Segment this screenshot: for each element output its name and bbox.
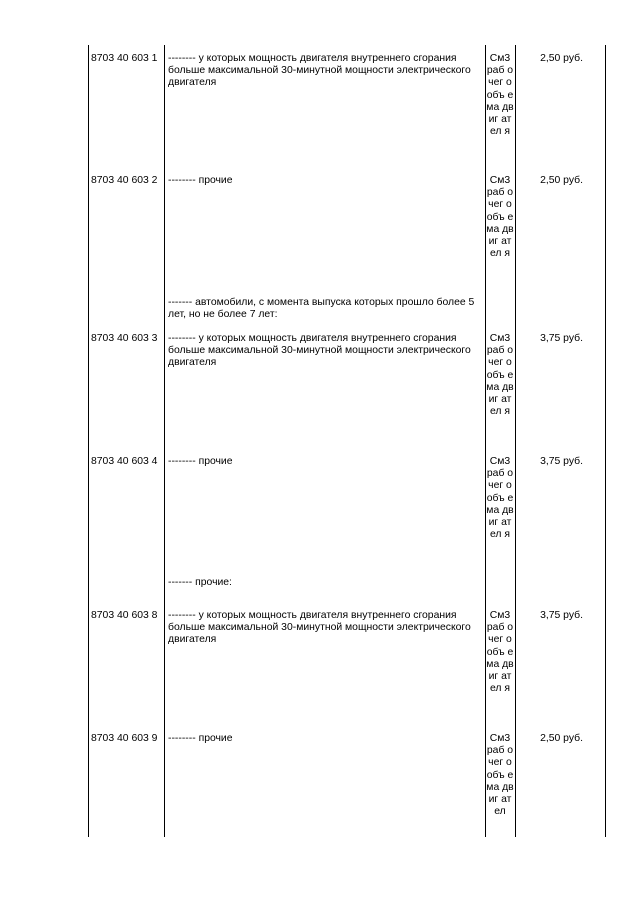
tariff-code: 8703 40 603 4 bbox=[91, 456, 158, 467]
unit-of-measure: См3 раб очег о объ ема двиг ател я bbox=[486, 333, 514, 418]
unit-of-measure: См3 раб очег о объ ема двиг ател я bbox=[486, 175, 514, 260]
tariff-description: -------- прочие bbox=[168, 733, 233, 744]
unit-of-measure: См3 раб очег о объ ема двиг ател bbox=[486, 733, 514, 818]
duty-rate: 2,50 руб. bbox=[540, 175, 583, 186]
tariff-subheading: ------- прочие: bbox=[168, 577, 232, 588]
tariff-subheading: ------- автомобили, с момента выпуска которых прошло более 5 лет, но не более 7 лет: bbox=[168, 297, 475, 321]
tariff-description: -------- у которых мощность двигателя внутреннего сгорания больше максимальной 30-минутной мощности электрического двигателя bbox=[168, 53, 471, 89]
column-border-right bbox=[605, 45, 606, 837]
duty-rate: 3,75 руб. bbox=[540, 610, 583, 621]
tariff-description: -------- у которых мощность двигателя внутреннего сгорания больше максимальной 30-минутной мощности электрического двигателя bbox=[168, 333, 471, 369]
column-border-left bbox=[88, 45, 89, 837]
duty-rate: 2,50 руб. bbox=[540, 53, 583, 64]
tariff-code: 8703 40 603 1 bbox=[91, 53, 158, 64]
column-border-code bbox=[164, 45, 165, 837]
tariff-code: 8703 40 603 3 bbox=[91, 333, 158, 344]
duty-rate: 3,75 руб. bbox=[540, 333, 583, 344]
duty-rate: 2,50 руб. bbox=[540, 733, 583, 744]
unit-of-measure: См3 раб очег о объ ема двиг ател я bbox=[486, 456, 514, 541]
tariff-code: 8703 40 603 8 bbox=[91, 610, 158, 621]
tariff-code: 8703 40 603 9 bbox=[91, 733, 158, 744]
duty-rate: 3,75 руб. bbox=[540, 456, 583, 467]
tariff-description: -------- прочие bbox=[168, 175, 233, 186]
tariff-description: -------- прочие bbox=[168, 456, 233, 467]
column-border-unit bbox=[515, 45, 516, 837]
column-border-desc bbox=[485, 45, 486, 837]
unit-of-measure: См3 раб очег о объ ема двиг ател я bbox=[486, 53, 514, 138]
unit-of-measure: См3 раб очег о объ ема двиг ател я bbox=[486, 610, 514, 695]
tariff-code: 8703 40 603 2 bbox=[91, 175, 158, 186]
tariff-description: -------- у которых мощность двигателя внутреннего сгорания больше максимальной 30-минутной мощности электрического двигателя bbox=[168, 610, 471, 646]
